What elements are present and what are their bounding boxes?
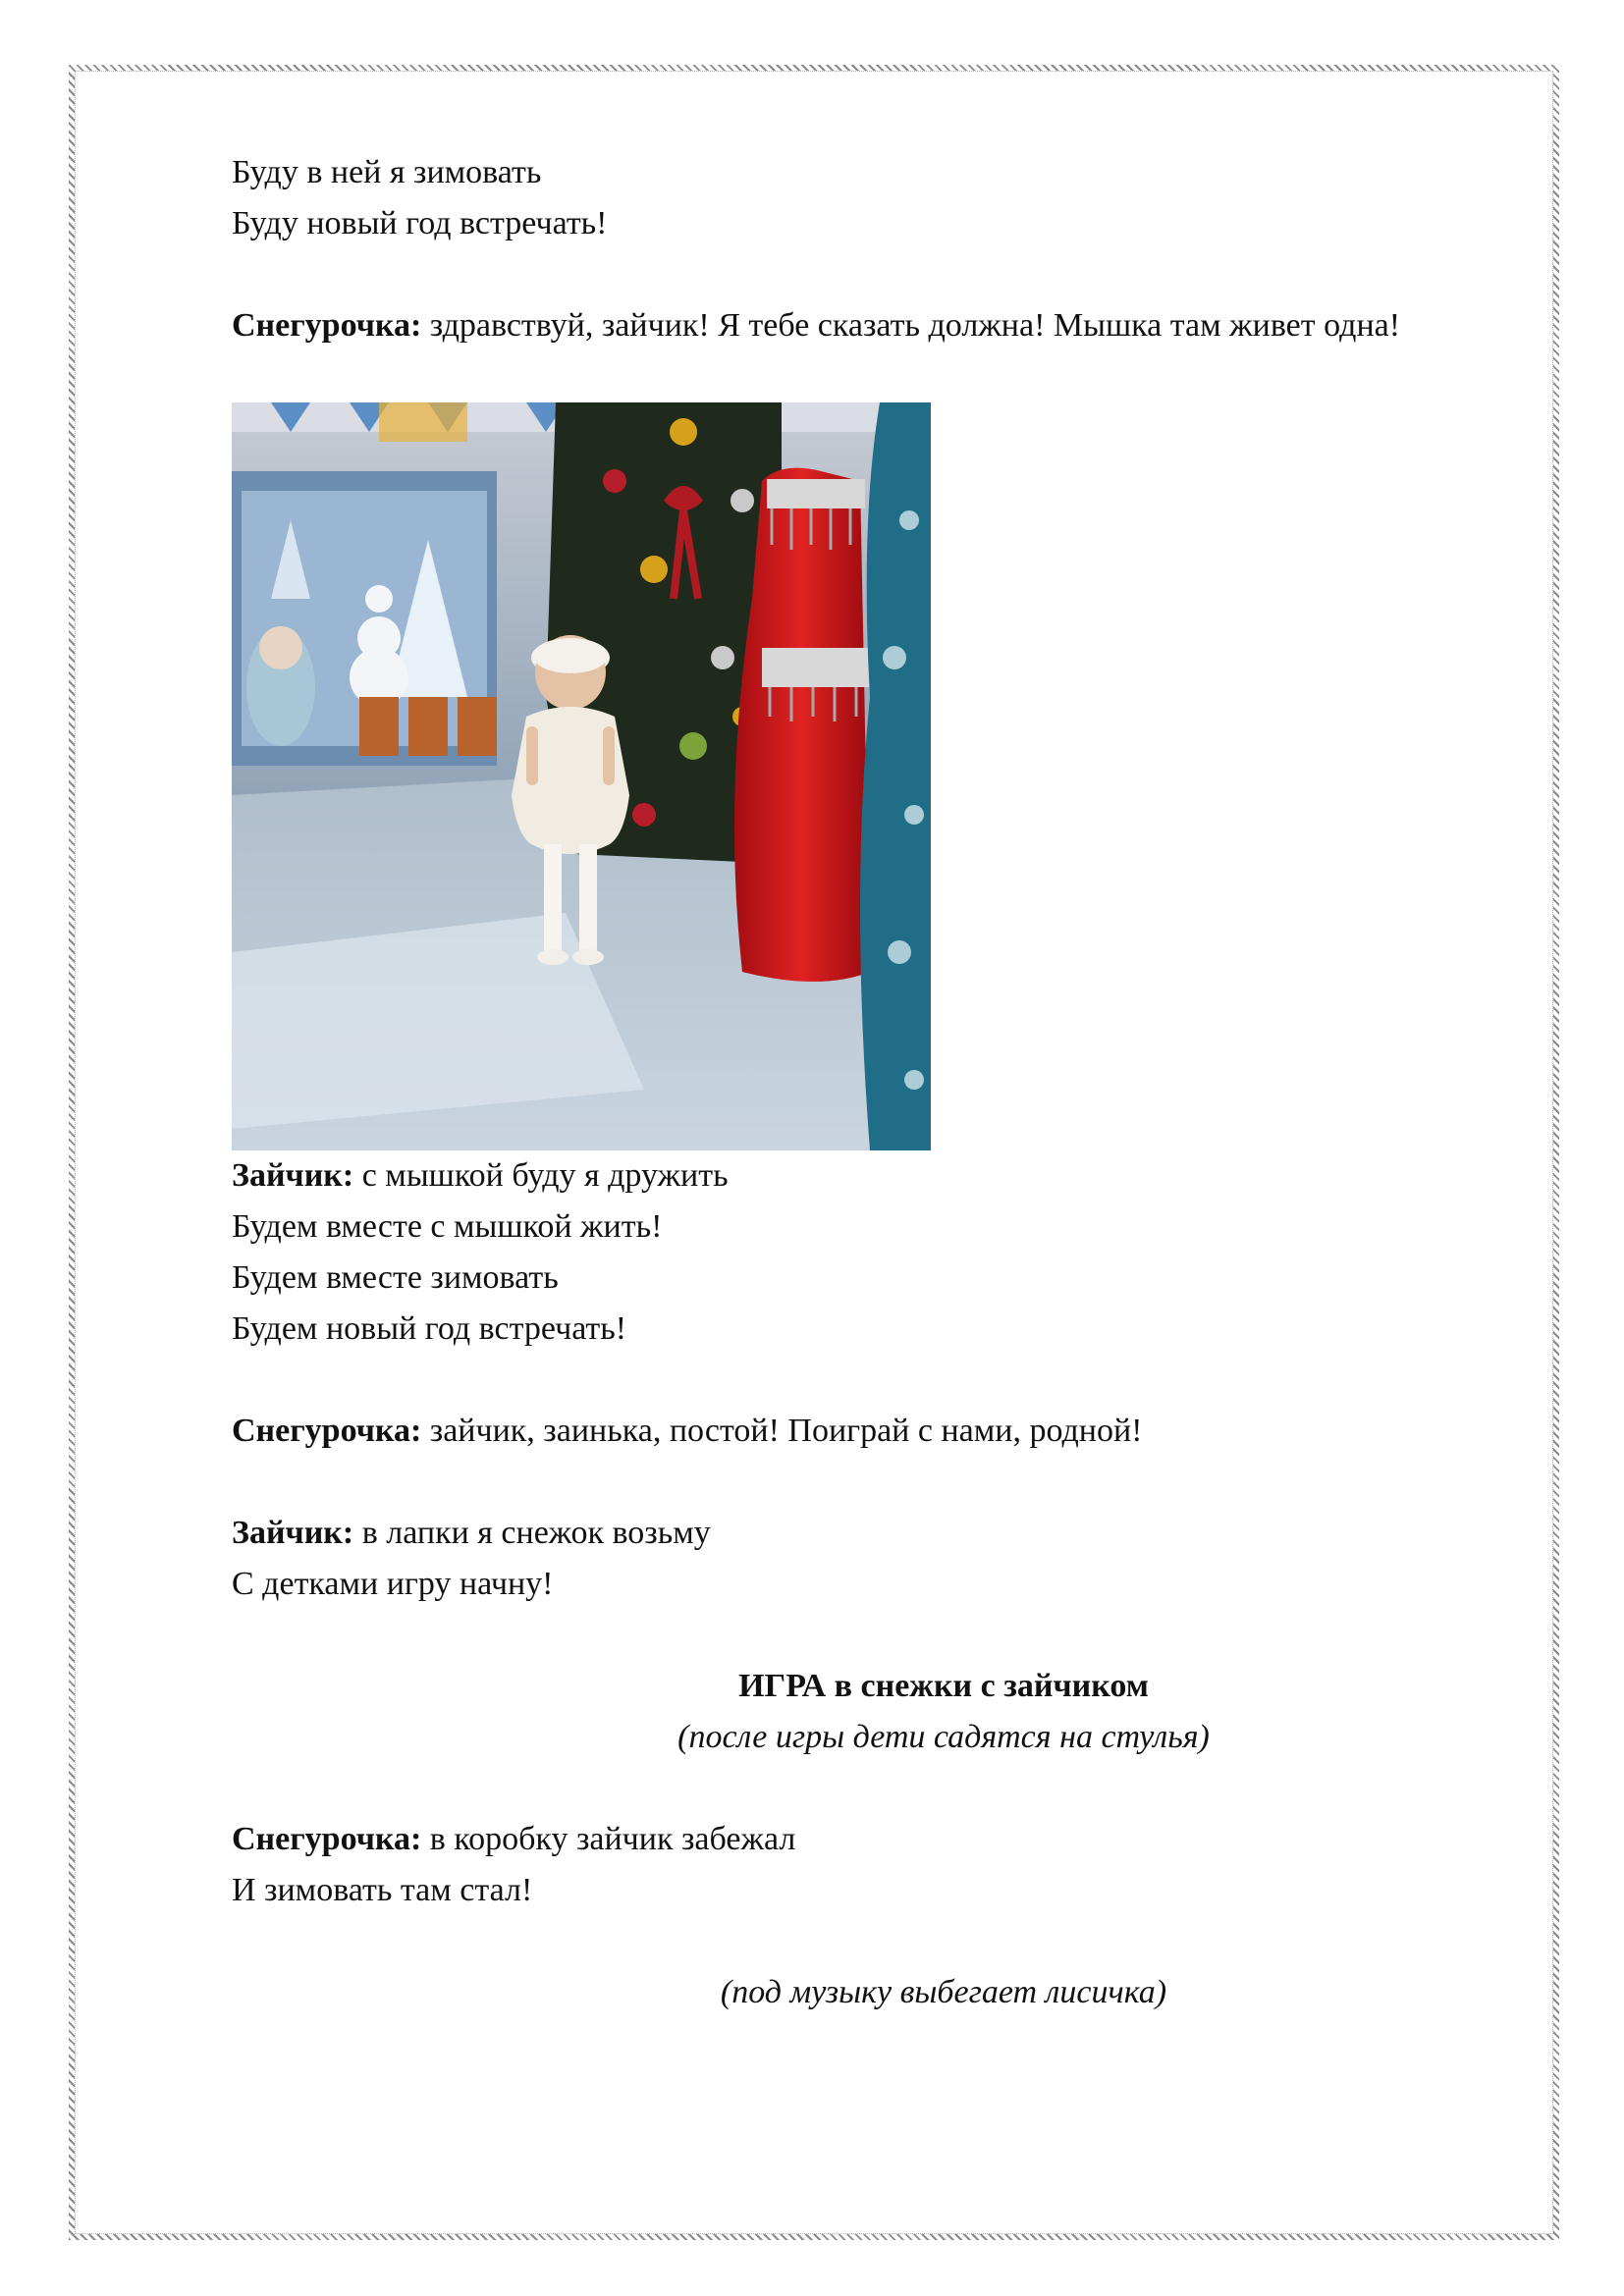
dialogue-zaychik [232, 1150, 1489, 1201]
verse-line: Будем вместе с мышкой жить! [232, 1208, 663, 1245]
verse-line: Буду в ней я зимовать [232, 154, 542, 190]
dialogue-text: здравствуй, зайчик! Я тебе сказать должна! Мышка там живет одна! [421, 307, 1401, 344]
speaker-name: Снегурочка: [232, 307, 422, 344]
verse-line: Будем вместе зимовать [232, 1259, 559, 1296]
verse-line: И зимовать там стал! [232, 1872, 533, 1908]
verse-line: Будем новый год встречать! [232, 1310, 627, 1347]
dialogue-text: с мышкой буду я дружить [353, 1157, 729, 1194]
stage-direction: (после игры дети садятся на стулья) [677, 1719, 1210, 1755]
dialogue-text: зайчик, заинька, постой! Поиграй с нами, родной! [421, 1413, 1143, 1449]
dialogue-text: в лапки я снежок возьму [353, 1515, 711, 1551]
dialogue-zaychik [232, 1508, 1489, 1559]
dialogue-snegurochka [232, 300, 1489, 351]
speaker-name: Снегурочка: [232, 1821, 422, 1857]
speaker-name: Зайчик: [232, 1515, 354, 1551]
verse-line: Буду новый год встречать! [232, 205, 608, 241]
stage-direction: (под музыку выбегает лисичка) [720, 1974, 1167, 2010]
photo-illustration [232, 402, 931, 1150]
speaker-name: Снегурочка: [232, 1413, 422, 1449]
document-body [232, 147, 1489, 2018]
game-title: ИГРА в снежки с зайчиком [738, 1668, 1149, 1704]
speaker-name: Зайчик: [232, 1157, 354, 1194]
dialogue-snegurochka [232, 1406, 1489, 1457]
dialogue-snegurochka [232, 1814, 1489, 1865]
performance-photo [232, 402, 931, 1150]
verse-line: С детками игру начну! [232, 1566, 554, 1602]
dialogue-text: в коробку зайчик забежал [421, 1821, 796, 1857]
